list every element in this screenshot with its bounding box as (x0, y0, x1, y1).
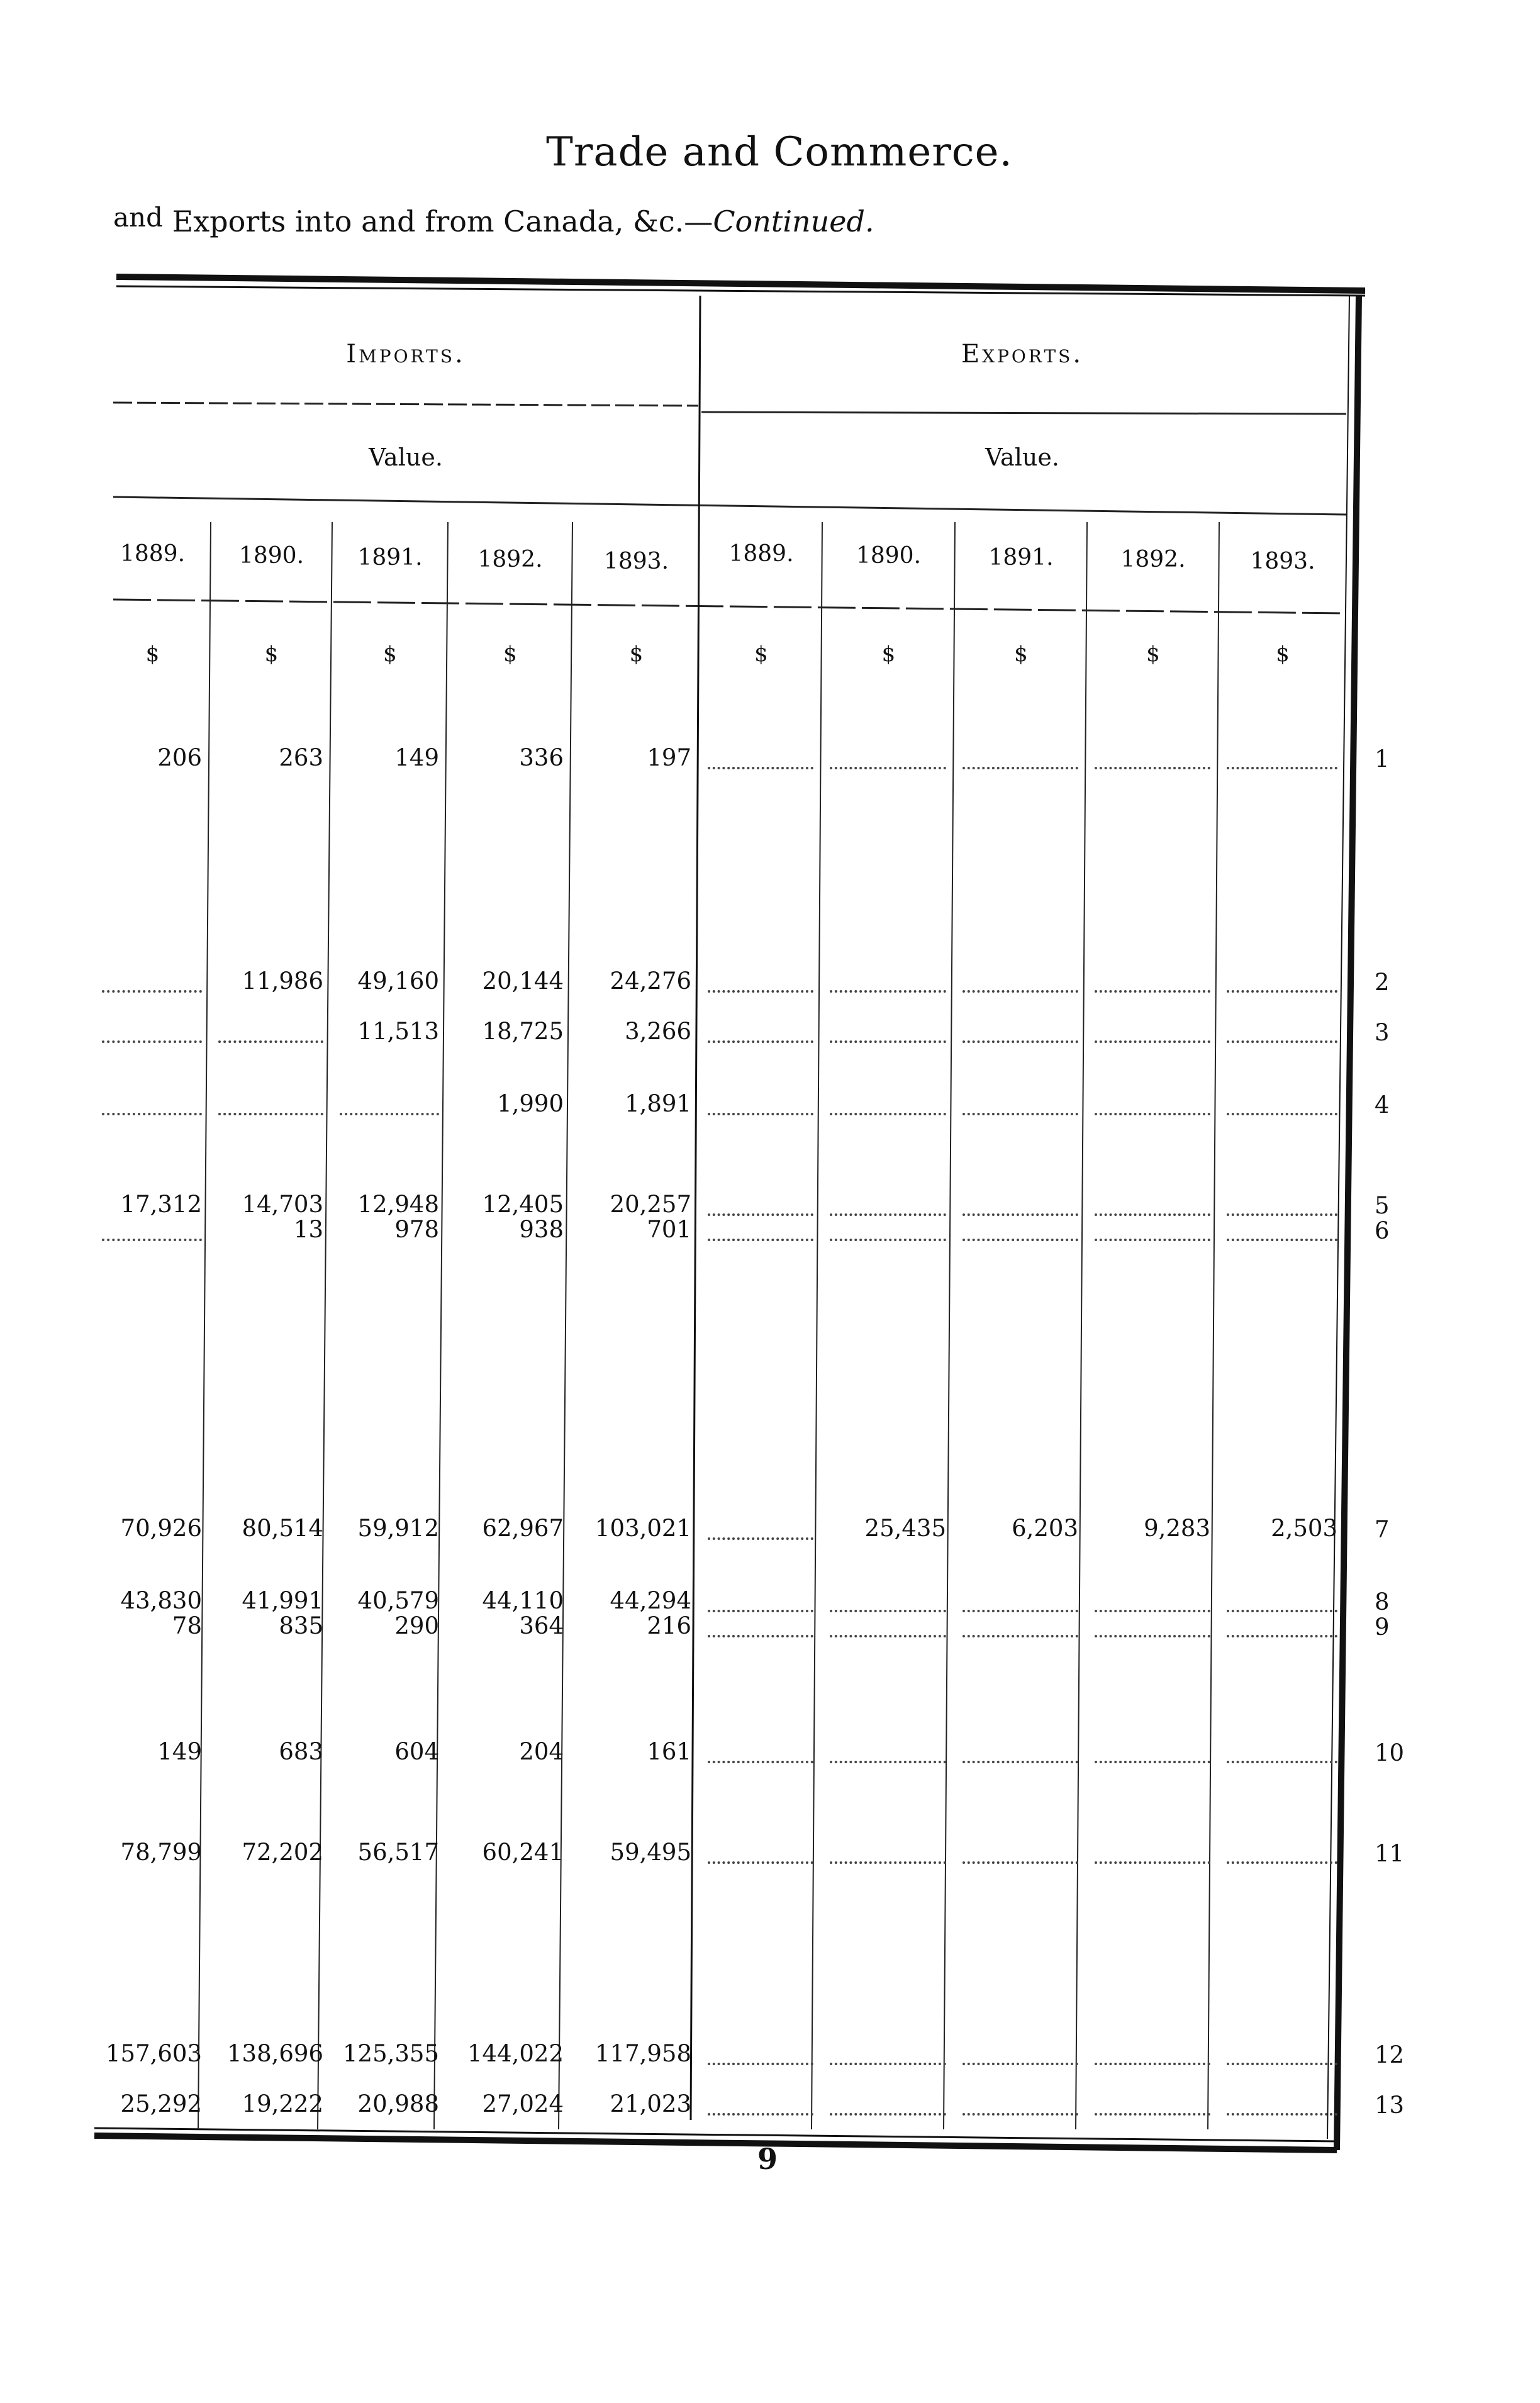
imports-value-cell: 12,405 (482, 1191, 564, 1218)
imports-value-cell: 206 (157, 744, 202, 771)
imports-value-cell: 683 (279, 1738, 323, 1765)
leader-dots (1227, 2059, 1337, 2065)
leader-dots (708, 763, 813, 769)
leader-dots (962, 1037, 1078, 1043)
imports-currency-label: $ (503, 642, 517, 667)
leader-dots (1227, 1757, 1337, 1763)
leader-dots (962, 1235, 1078, 1241)
leader-dots (1095, 2109, 1210, 2116)
imports-currency-label: $ (145, 642, 160, 667)
leader-dots (102, 986, 202, 993)
leader-dots (218, 1037, 323, 1043)
imports-value-cell: 103,021 (594, 1515, 691, 1542)
leader-dots (1227, 1109, 1337, 1115)
imports-value-cell: 263 (279, 744, 323, 771)
rule-value (113, 497, 1346, 515)
exports-year-header: 1891. (988, 545, 1054, 571)
imports-value-cell: 72,202 (242, 1839, 323, 1866)
page-number: 9 (757, 2142, 778, 2176)
imports-value-cell: 18,725 (482, 1018, 564, 1045)
header-exports: Exports. (961, 340, 1084, 369)
leader-dots (1095, 763, 1210, 769)
row-number: 3 (1375, 1019, 1390, 1046)
imports-value-cell: 49,160 (357, 967, 439, 995)
leader-dots (708, 2059, 813, 2065)
imports-value-cell: 11,513 (357, 1018, 439, 1045)
row-number: 10 (1375, 1739, 1405, 1766)
leader-dots (830, 986, 946, 993)
imports-value-cell: 13 (293, 1216, 323, 1243)
leader-dots (1095, 1606, 1210, 1612)
leader-dots (962, 1210, 1078, 1216)
leader-dots (830, 763, 946, 769)
leader-dots (830, 2109, 946, 2116)
exports-currency-label: $ (881, 642, 896, 667)
imports-value-cell: 20,257 (610, 1191, 691, 1218)
row-number: 4 (1375, 1091, 1390, 1118)
leader-dots (1095, 1109, 1210, 1115)
imports-value-cell: 62,967 (482, 1515, 564, 1542)
imports-currency-label: $ (383, 642, 397, 667)
rule-imports (113, 403, 698, 406)
rule-exports (701, 412, 1346, 414)
leader-dots (218, 1109, 323, 1115)
leader-dots (1095, 1858, 1210, 1864)
leader-dots (708, 1631, 813, 1637)
leader-dots (1095, 1037, 1210, 1043)
imports-value-cell: 604 (394, 1738, 439, 1765)
leader-dots (1227, 1210, 1337, 1216)
leader-dots (830, 1235, 946, 1241)
imports-value-cell: 290 (394, 1612, 439, 1639)
exports-value-cell: 9,283 (1144, 1515, 1210, 1542)
imports-value-cell: 978 (394, 1216, 439, 1243)
leader-dots (830, 1858, 946, 1864)
imports-value-cell: 24,276 (610, 967, 691, 995)
leader-dots (962, 1109, 1078, 1115)
subtitle-text: Exports into and from Canada, &c.— (172, 204, 713, 238)
row-number: 12 (1375, 2041, 1405, 2068)
rule-years (113, 599, 1346, 613)
leader-dots (1227, 2109, 1337, 2116)
leader-dots (102, 1235, 202, 1241)
exports-value-cell: 2,503 (1271, 1515, 1337, 1542)
leader-dots (1227, 1631, 1337, 1637)
leader-dots (1095, 1235, 1210, 1241)
leader-dots (1227, 1858, 1337, 1864)
leader-dots (708, 1037, 813, 1043)
subtitle-continued: Continued. (713, 204, 874, 238)
imports-value-cell: 161 (647, 1738, 691, 1765)
row-number: 8 (1375, 1588, 1390, 1615)
leader-dots (1095, 1210, 1210, 1216)
imports-year-header: 1892. (477, 547, 543, 572)
leader-dots (962, 1757, 1078, 1763)
header-exports-value: Value. (985, 443, 1059, 471)
imports-value-cell: 3,266 (625, 1018, 691, 1045)
imports-value-cell: 835 (279, 1612, 323, 1639)
row-number: 2 (1375, 969, 1390, 996)
row-number: 1 (1375, 745, 1390, 772)
leader-dots (708, 1109, 813, 1115)
imports-value-cell: 27,024 (482, 2090, 564, 2117)
imports-value-cell: 197 (647, 744, 691, 771)
leader-dots (962, 1631, 1078, 1637)
leader-dots (962, 1858, 1078, 1864)
leader-dots (1095, 2059, 1210, 2065)
imports-value-cell: 938 (519, 1216, 564, 1243)
leader-dots (830, 1606, 946, 1612)
row-number: 13 (1375, 2092, 1405, 2119)
imports-value-cell: 56,517 (357, 1839, 439, 1866)
imports-value-cell: 17,312 (120, 1191, 202, 1218)
leader-dots (830, 1037, 946, 1043)
leader-dots (708, 1210, 813, 1216)
imports-currency-label: $ (264, 642, 279, 667)
imports-value-cell: 44,110 (482, 1587, 564, 1614)
imports-value-cell: 20,988 (357, 2090, 439, 2117)
leader-dots (1095, 986, 1210, 993)
leader-dots (708, 1606, 813, 1612)
exports-year-header: 1890. (856, 543, 922, 569)
leader-dots (962, 2109, 1078, 2116)
exports-currency-label: $ (1276, 642, 1290, 667)
exports-value-cell: 25,435 (864, 1515, 946, 1542)
imports-year-header: 1890. (238, 543, 304, 569)
exports-currency-label: $ (1014, 642, 1028, 667)
imports-value-cell: 701 (647, 1216, 691, 1243)
imports-value-cell: 336 (519, 744, 564, 771)
imports-value-cell: 60,241 (482, 1839, 564, 1866)
imports-value-cell: 125,355 (342, 2040, 439, 2067)
leader-dots (830, 1757, 946, 1763)
imports-value-cell: 41,991 (242, 1587, 323, 1614)
header-imports: Imports. (346, 340, 466, 369)
exports-year-header: 1893. (1250, 549, 1315, 574)
imports-value-cell: 78 (172, 1612, 202, 1639)
leader-dots (830, 2059, 946, 2065)
exports-currency-label: $ (754, 642, 768, 667)
leader-dots (708, 1757, 813, 1763)
exports-year-header: 1892. (1120, 547, 1186, 572)
imports-value-cell: 20,144 (482, 967, 564, 995)
imports-value-cell: 149 (394, 744, 439, 771)
imports-value-cell: 149 (157, 1738, 202, 1765)
leader-dots (830, 1210, 946, 1216)
imports-value-cell: 117,958 (594, 2040, 691, 2067)
leader-dots (830, 1631, 946, 1637)
subtitle-lead: and (113, 202, 163, 233)
imports-value-cell: 40,579 (357, 1587, 439, 1614)
imports-year-header: 1893. (603, 549, 669, 574)
exports-value-cell: 6,203 (1012, 1515, 1078, 1542)
imports-year-header: 1891. (357, 545, 423, 571)
imports-year-header: 1889. (120, 541, 186, 567)
page-title: Trade and Commerce. (546, 129, 1013, 176)
imports-value-cell: 80,514 (242, 1515, 323, 1542)
header-imports-value: Value. (369, 443, 443, 471)
bottom-rule (94, 2136, 1337, 2150)
leader-dots (962, 2059, 1078, 2065)
row-number: 6 (1375, 1217, 1390, 1244)
leader-dots (708, 1534, 813, 1540)
exports-year-header: 1889. (728, 541, 794, 567)
imports-value-cell: 70,926 (120, 1515, 202, 1542)
leader-dots (962, 763, 1078, 769)
leader-dots (708, 1235, 813, 1241)
leader-dots (708, 1858, 813, 1864)
leader-dots (708, 2109, 813, 2116)
leader-dots (102, 1037, 202, 1043)
leader-dots (962, 1606, 1078, 1612)
imports-value-cell: 11,986 (242, 967, 323, 995)
imports-value-cell: 157,603 (105, 2040, 202, 2067)
imports-value-cell: 78,799 (120, 1839, 202, 1866)
imports-value-cell: 25,292 (120, 2090, 202, 2117)
leader-dots (1227, 986, 1337, 993)
leader-dots (340, 1109, 439, 1115)
leader-dots (1095, 1757, 1210, 1763)
imports-value-cell: 216 (647, 1612, 691, 1639)
exports-currency-label: $ (1146, 642, 1160, 667)
imports-value-cell: 19,222 (242, 2090, 323, 2117)
imports-value-cell: 21,023 (610, 2090, 691, 2117)
leader-dots (1095, 1631, 1210, 1637)
imports-value-cell: 204 (519, 1738, 564, 1765)
leader-dots (1227, 1606, 1337, 1612)
imports-value-cell: 364 (519, 1612, 564, 1639)
leader-dots (1227, 1037, 1337, 1043)
row-number: 9 (1375, 1614, 1390, 1641)
row-number: 7 (1375, 1516, 1390, 1543)
leader-dots (708, 986, 813, 993)
leader-dots (830, 1109, 946, 1115)
imports-value-cell: 59,495 (610, 1839, 691, 1866)
imports-value-cell: 138,696 (226, 2040, 323, 2067)
imports-value-cell: 44,294 (610, 1587, 691, 1614)
imports-value-cell: 59,912 (357, 1515, 439, 1542)
imports-currency-label: $ (629, 642, 644, 667)
imports-value-cell: 1,990 (497, 1090, 564, 1117)
leader-dots (1227, 763, 1337, 769)
imports-value-cell: 12,948 (357, 1191, 439, 1218)
imports-value-cell: 43,830 (120, 1587, 202, 1614)
leader-dots (1227, 1235, 1337, 1241)
imports-value-cell: 144,022 (467, 2040, 564, 2067)
leader-dots (962, 986, 1078, 993)
row-number: 5 (1375, 1192, 1390, 1219)
imports-value-cell: 1,891 (625, 1090, 691, 1117)
imports-value-cell: 14,703 (242, 1191, 323, 1218)
leader-dots (102, 1109, 202, 1115)
row-number: 11 (1375, 1840, 1405, 1867)
